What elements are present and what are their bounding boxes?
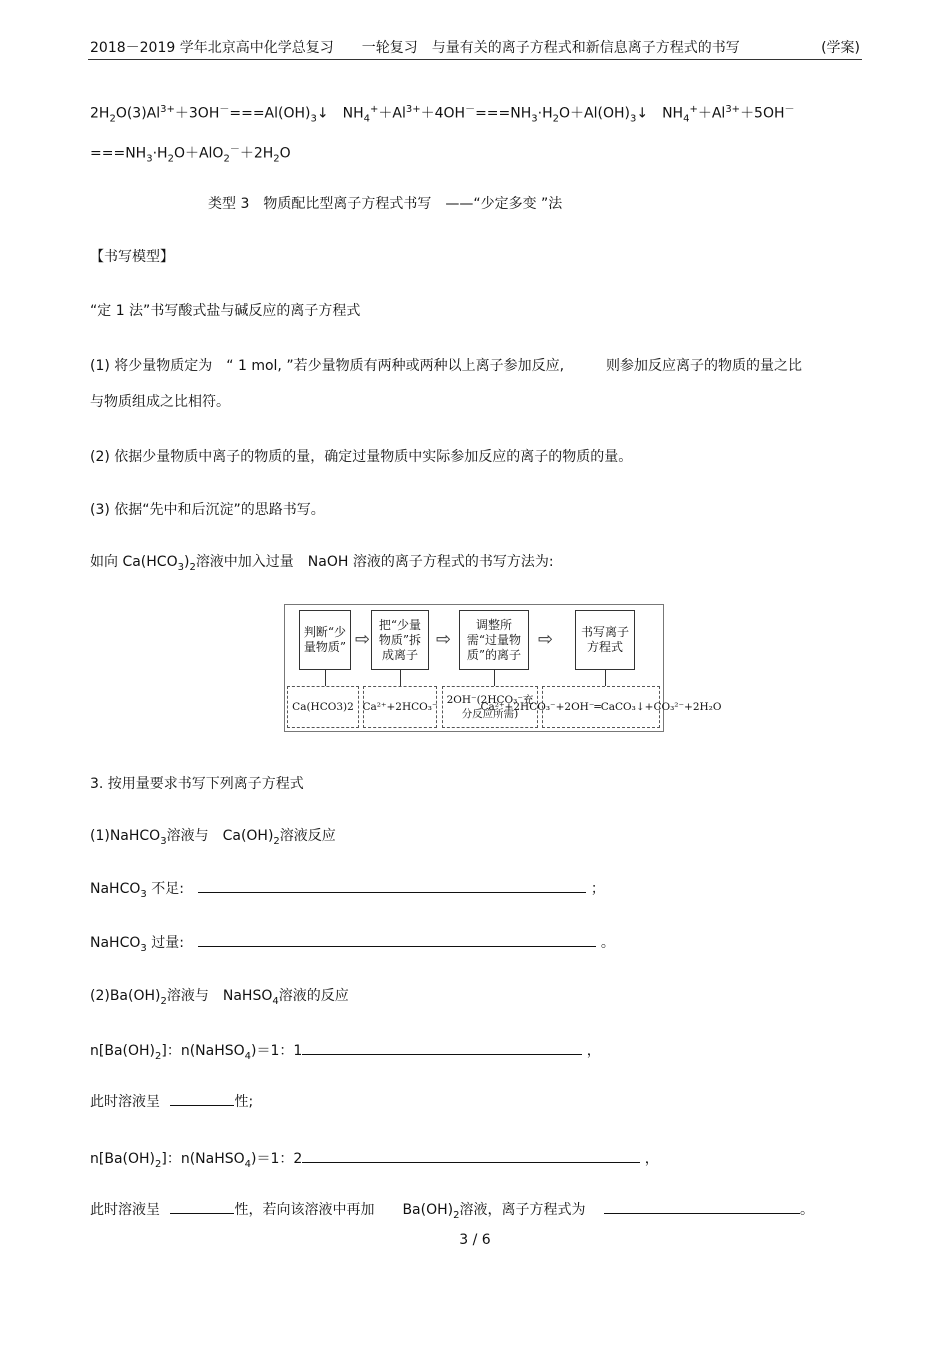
flow-box-judge: 判断“少量物质” [299,610,351,670]
flow-box-adjust: 调整所需“过量物质”的离子 [459,610,529,670]
flow-box-write: 书写离子方程式 [575,610,635,670]
step-1-line-b: 与物质组成之比相符。 [90,394,230,410]
answer-blank[interactable] [302,1040,582,1055]
header-tag: (学案) [821,40,860,56]
header-title: 2018－2019 学年北京高中化学总复习 一轮复习 与量有关的离子方程式和新信息离子方程式的书写 [90,40,740,56]
page-header [90,37,860,57]
question-3-part-1: (1)NaHCO$_3$溶液与 $Ca(OH)_2$溶液反应 [90,828,336,847]
section-type-title: 类型 3 物质配比型离子方程式书写 ——“少定多变 ”法 [208,196,563,212]
flow-detail-4: Ca²⁺+2HCO₃⁻+2OH⁻═CaCO₃↓+CO₃²⁻+2H₂O [542,686,660,728]
flow-arrow-1: ⇨ [355,629,371,650]
ratio-1-2-line: $n[Ba(OH)_2]$：n(NaHSO$_4$)＝1：2 ， [90,1148,659,1170]
flow-diagram [284,604,722,732]
question-3-part-2: $(2)Ba(OH)_2$溶液与 NaHSO$_4$溶液的反应 [90,988,349,1007]
step-2: (2) 依据少量物质中离子的物质的量，确定过量物质中实际参加反应的离子的物质的量。 [90,449,633,465]
flow-detail-3: 2OH⁻(2HCO₃⁻充分反应所需) [442,686,538,728]
question-3-title: 3. 按用量要求书写下列离子方程式 [90,776,304,792]
example-intro: 如向 $Ca(HCO_3)_2$溶液中加入过量 NaOH 溶液的离子方程式的书写方法为: [90,554,554,573]
flow-detail-1: Ca(HCO3)2 [287,686,359,728]
nahco3-insufficient-line: NaHCO$_3$ 不足: ； [90,878,605,900]
step-1-line-a: (1) 将少量物质定为 “ 1 mol, ”若少量物质有两种或两种以上离子参加反应, 则参加反应离子的物质的量之比 [90,358,803,374]
answer-blank[interactable] [604,1199,800,1214]
answer-line-2: $===NH_3\cdot H_2O+AlO_2^-+2H_2O$ [90,144,291,165]
answer-blank[interactable] [302,1148,640,1163]
rule-title: “定 1 法”书写酸式盐与碱反应的离子方程式 [90,303,361,319]
solution-nature-2: 此时溶液呈 性，若向该溶液中再加 $Ba(OH)_2$溶液，离子方程式为 。 [90,1199,814,1221]
model-title: 【书写模型】 [90,249,174,265]
page-number: 3 / 6 [459,1232,491,1248]
answer-blank[interactable] [170,1091,234,1106]
flow-arrow-2: ⇨ [436,629,452,650]
answer-blank[interactable] [198,932,596,947]
step-3: (3) 依据“先中和后沉淀”的思路书写。 [90,502,325,518]
header-rule [88,59,862,60]
flow-box-split: 把“少量物质”拆成离子 [371,610,429,670]
flow-arrow-3: ⇨ [538,629,554,650]
answer-line-1: $2H_2O(3)Al^{3+}+3OH^-===Al(OH)_3↓$ $NH_4^++Al^{3+}+4OH^-===NH_3\cdot H_2O+Al(OH)_3↓$ $NH_4^++Al^{3+}+5OH^-$ [90,104,795,125]
flow-detail-2: Ca²⁺+2HCO₃⁻ [363,686,437,728]
nahco3-excess-line: NaHCO$_3$ 过量: 。 [90,932,615,954]
answer-blank[interactable] [170,1199,234,1214]
ratio-1-1-line: $n[Ba(OH)_2]$：n(NaHSO$_4$)＝1：1 ， [90,1040,601,1062]
answer-blank[interactable] [198,878,586,893]
solution-nature-1: 此时溶液呈 性; [90,1091,253,1111]
